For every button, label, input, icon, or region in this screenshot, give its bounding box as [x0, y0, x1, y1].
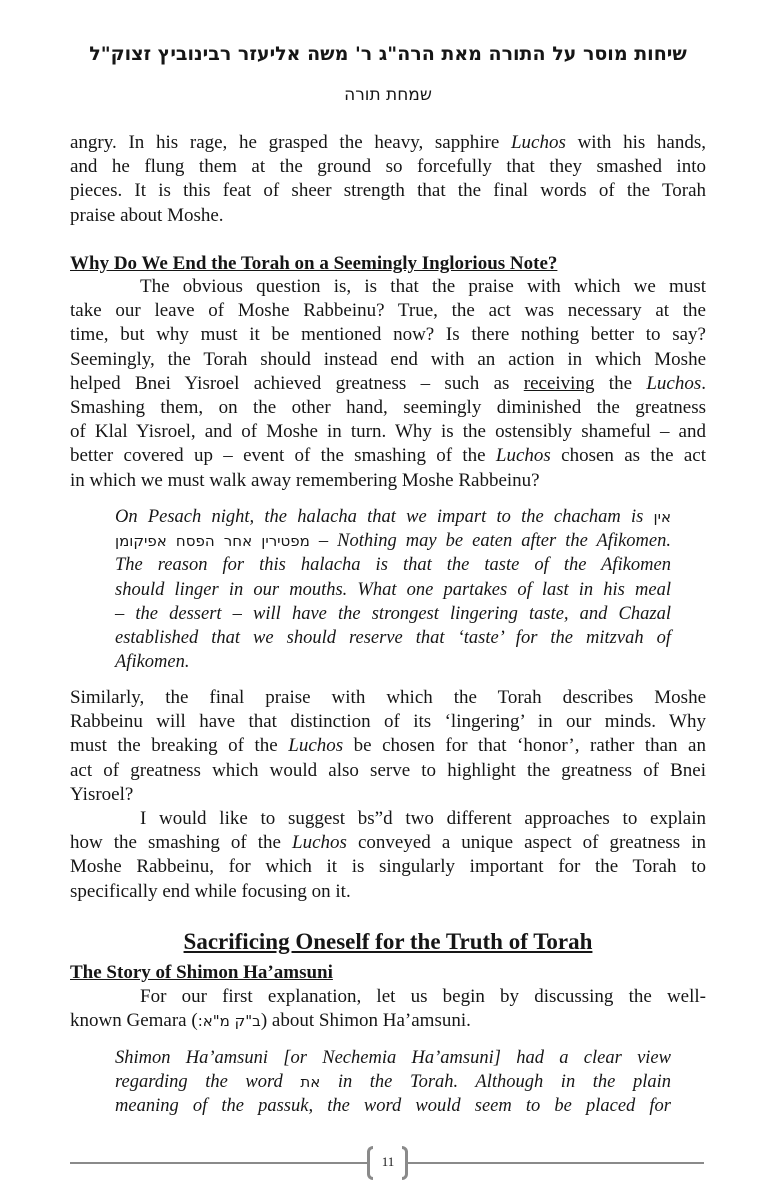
text-line: – the dessert – will have the strongest lingering taste, and Chazal	[115, 603, 671, 624]
text-line: The reason for this halacha is that the taste of the Afikomen	[115, 555, 671, 576]
text-line: act of greatness which would also serve to highlight the greatness of Bnei	[70, 759, 706, 781]
text-line: of Klal Yisroel, and of Moshe in turn. Why is the ostensibly shameful – and	[70, 421, 706, 443]
text-line: Yisroel?	[70, 783, 134, 805]
chapter-title: Sacrificing Oneself for the Truth of Torah	[183, 929, 593, 954]
text-line: I would like to suggest bs”d two different approaches to explain	[140, 808, 706, 829]
text-line: take our leave of Moshe Rabbeinu? True, the act was necessary at the	[70, 300, 706, 322]
footer-rule-right	[408, 1162, 704, 1164]
text-line: should linger in our mouths. What one partakes of last in his meal	[115, 579, 671, 600]
text-line: מפטירין אחר הפסח אפיקומן – Nothing may be eaten after the Afikomen.	[115, 531, 671, 552]
text-line: how the smashing of the Luchos conveyed a unique aspect of greatness in	[70, 832, 706, 854]
text-line: Smashing them, on the other hand, seemingly diminished the greatness	[70, 396, 706, 418]
text-line: On Pesach night, the halacha that we impart to the chacham is אין	[115, 507, 672, 527]
text-line: pieces. It is this feat of sheer strength that the final words of the Torah	[70, 180, 706, 202]
hebrew-text: את	[300, 1073, 321, 1092]
text-line: The obvious question is, is that the praise with which we must	[140, 276, 706, 297]
text-line: specifically end while focusing on it.	[70, 880, 351, 902]
section-heading: The Story of Shimon Ha’amsuni	[70, 962, 333, 983]
block-quote	[115, 1046, 671, 1119]
similarly-paragraph	[70, 686, 706, 807]
text-line: better covered up – event of the smashing of the Luchos chosen as the act	[70, 445, 706, 467]
text-line: Moshe Rabbeinu, for which it is singularly important for the Torah to	[70, 856, 706, 878]
question-paragraph	[70, 275, 706, 493]
hebrew-citation: ב"ק מ"א:	[197, 1012, 261, 1031]
text-line: regarding the word את in the Torah. Although in the plain	[115, 1072, 671, 1093]
text-line: Seemingly, the Torah should instead end with an action in which Moshe	[70, 348, 706, 370]
text-line: and he flung them at the ground so forcefully that they smashed into	[70, 156, 706, 178]
hebrew-text: אין	[653, 508, 672, 526]
running-header-title: שיחות מוסר על התורה מאת הרה"ג ר' משה אליעזר רבינוביץ זצוק"ל	[89, 43, 687, 65]
footer-rule-left	[70, 1162, 367, 1164]
intro-paragraph	[70, 131, 706, 228]
first-explanation-paragraph	[70, 985, 706, 1033]
suggestion-paragraph	[70, 807, 706, 904]
running-header-subtitle: שמחת תורה	[344, 85, 432, 105]
text-line: time, but why must it be mentioned now? Is there nothing better to say?	[70, 324, 706, 346]
text-line: established that we should reserve that ‘taste’ for the mitzvah of	[115, 627, 671, 648]
text-line: Shimon Ha’amsuni [or Nechemia Ha’amsuni] had a clear view	[115, 1048, 671, 1068]
text-line: helped Bnei Yisroel achieved greatness – such as receiving the Luchos.	[70, 372, 706, 394]
text-line: Rabbeinu will have that distinction of its ‘lingering’ in our minds. Why	[70, 711, 706, 733]
underlined-word: receiving	[523, 372, 595, 394]
text-line: known Gemara (ב"ק מ"א:) about Shimon Ha’amsuni.	[70, 1010, 471, 1032]
text-line: must the breaking of the Luchos be chosen for that ‘honor’, rather than an	[70, 735, 706, 757]
text-line: Similarly, the final praise with which the Torah describes Moshe	[70, 687, 706, 708]
section-heading: Why Do We End the Torah on a Seemingly Inglorious Note?	[70, 253, 558, 274]
text-line: angry. In his rage, he grasped the heavy, sapphire Luchos with his hands,	[70, 132, 707, 153]
text-line: meaning of the passuk, the word would seem to be placed for	[115, 1096, 671, 1117]
text-line: in which we must walk away remembering Moshe Rabbeinu?	[70, 469, 540, 491]
block-quote	[115, 505, 671, 674]
hebrew-text: מפטירין אחר הפסח אפיקומן	[115, 532, 310, 551]
text-line: praise about Moshe.	[70, 204, 224, 226]
page-number: 11	[381, 1154, 395, 1169]
text-line: For our first explanation, let us begin by discussing the well-	[140, 986, 706, 1007]
text-line: Afikomen.	[115, 652, 190, 673]
